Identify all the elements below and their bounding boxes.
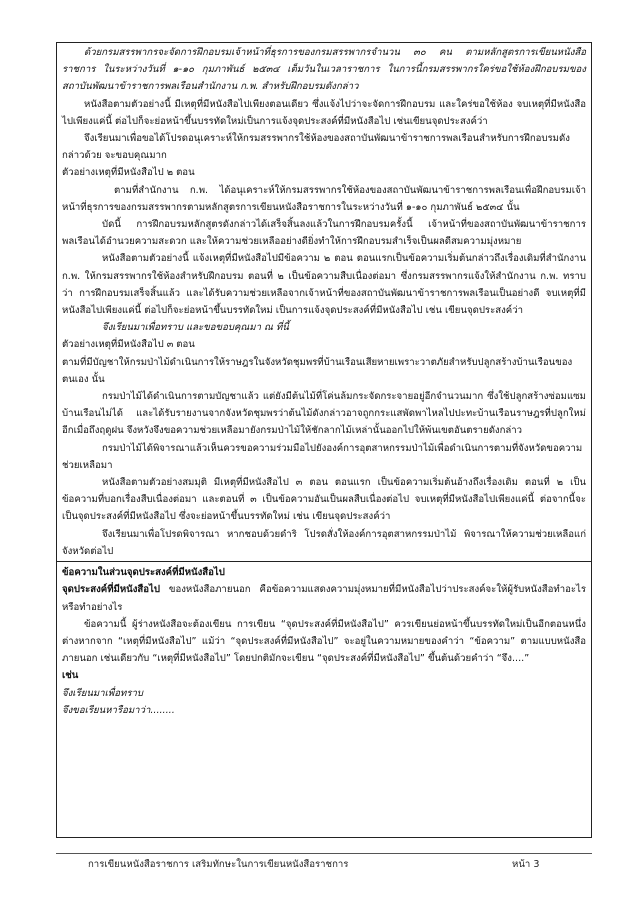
footer-title: การเขียนหนังสือราชการ เสริมทักษะในการเขียนหนังสือราชการ xyxy=(88,859,349,870)
section-divider xyxy=(56,561,592,562)
example-3-paragraph-1: ตามที่มีบัญชาให้กรมป่าไม้ดำเนินการให้ราษฎรในจังหวัดชุมพรที่บ้านเรือนเสียหายเพราะวาตภัยสำหรับปลูกสร้างบ้านเรือนของตนเอง นั้น xyxy=(62,356,573,385)
page-number: หน้า 3 xyxy=(512,859,540,870)
purpose-3: จึงเรียนมาเพื่อโปรดพิจารณา หากชอบด้วยดำริ โปรดสั่งให้องค์การอุตสาหกรรมป่าไม้ พิจารณาให้ความช่วยเหลือแก่จังหวัดต่อไป xyxy=(62,528,586,557)
document-body xyxy=(62,44,586,719)
example-line-2: จึงขอเรียนหารือมาว่า........ xyxy=(62,704,175,716)
definition-paragraph xyxy=(62,581,586,615)
example-3-paragraph-3: กรมป่าไม้ได้พิจารณาแล้วเห็นควรขอความร่วมมือไปยังองค์การอุตสาหกรรมป่าไม้เพื่อดำเนินการตามที่จังหวัดขอความช่วยเหลือมา xyxy=(62,442,583,471)
example-1-paragraph: ด้วยกรมสรรพากรจะจัดการฝึกอบรมเจ้าหน้าที่ธุรการของกรมสรรพากรจำนวน ๓๐ คน ตามหลักสูตรการเขียนหนังสือราชการ ในระหว่างวันที่ ๑-๑๐ กุมภาพันธ์ ๒๕๓๔ เต็มวันในเวลาราชการ ในการนี้กรมสรรพากรใคร่ขอใช้ห้องฝึกอบรมของสถาบันพัฒนาข้าราชการพลเรือนสำนักงาน ก.พ. สำหรับฝึกอบรมดังกล่าว xyxy=(62,47,586,93)
example-3-heading: ตัวอย่างเหตุที่มีหนังสือไป ๓ ตอน xyxy=(62,339,195,351)
explanation-2: หนังสือตามตัวอย่างนี้ แจ้งเหตุที่มีหนังสือไปมีข้อความ ๒ ตอน ตอนแรกเป็นข้อความเริ่มต้นกล่าวถึงเรื่องเดิมที่สำนักงาน ก.พ. ให้กรมสรรพากรใช้ห้องสำหรับฝึกอบรม ตอนที่ ๒ เป็นข้อความสืบเนื่องต่อมา ซึ่งกรมสรรพากรแจ้งให้สำนักงาน ก.พ. ทราบว่า การฝึกอบรมเสร็จสิ้นแล้ว และได้รับความช่วยเหลือจากเจ้าหน้าที่ของสถาบันพัฒนาข้าราชการพลเรือนเป็นอย่างดี จบเหตุที่มีหนังสือไปเพียงแค่นี้ ต่อไปก็จะย่อหน้าขึ้นบรรทัดใหม่ เป็นการแจ้งจุดประสงค์ที่มีหนังสือไป เช่น เขียนจุดประสงค์ว่า xyxy=(62,253,586,317)
purpose-1: จึงเรียนมาเพื่อขอได้โปรดอนุเคราะห์ให้กรมสรรพากรใช้ห้องของสถาบันพัฒนาข้าราชการพลเรือนสำหรับการฝึกอบรมดังกล่าวด้วย จะขอบคุณมาก xyxy=(62,133,570,162)
definition-term: จุดประสงค์ที่มีหนังสือไป xyxy=(62,584,160,596)
explanation-3: หนังสือตามตัวอย่างสมมุติ มีเหตุที่มีหนังสือไป ๓ ตอน ตอนแรก เป็นข้อความเริ่มต้นอ้างถึงเรื่องเดิม ตอนที่ ๒ เป็นข้อความที่บอกเรื่องสืบเนื่องต่อมา และตอนที่ ๓ เป็นข้อความอันเป็นผลสืบเนื่องต่อไป จบเหตุที่มีหนังสือไปเพียงแค่นี้ ต่อจากนี้จะเป็นจุดประสงค์ที่มีหนังสือไป ซึ่งจะย่อหน้าขึ้นบรรทัดใหม่ เช่น เขียนจุดประสงค์ว่า xyxy=(62,477,586,523)
section-body: ข้อความนี้ ผู้ร่างหนังสือจะต้องเขียน การเขียน “จุดประสงค์ที่มีหนังสือไป” ควรเขียนย่อหน้าขึ้นบรรทัดใหม่เป็นอีกตอนหนึ่งต่างหากจาก “เหตุที่มีหนังสือไป” แม้ว่า “จุดประสงค์ที่มีหนังสือไป” จะอยู่ในความหมายของคำว่า “ข้อความ” ตามแบบหนังสือภายนอก เช่นเดียวกับ “เหตุที่มีหนังสือไป” โดยปกติมักจะเขียน “จุดประสงค์ที่มีหนังสือไป” ขึ้นต้นด้วยคำว่า “จึง....” xyxy=(62,618,586,665)
purpose-2: จึงเรียนมาเพื่อทราบ และขอขอบคุณมา ณ ที่นี้ xyxy=(102,322,289,334)
example-2-heading: ตัวอย่างเหตุที่มีหนังสือไป ๒ ตอน xyxy=(62,167,195,179)
footer-rule xyxy=(56,853,592,854)
example-3-paragraph-2: กรมป่าไม้ได้ดำเนินการตามบัญชาแล้ว แต่ยังมีต้นไม้ที่โค่นล้มกระจัดกระจายอยู่อีกจำนวนมาก ซึ่งใช้ปลูกสร้างซ่อมแซมบ้านเรือนไม่ได้ และได้รับรายงานจากจังหวัดชุมพรว่าต้นไม้ดังกล่าวอาจถูกกระแสพัดพาไหลไปปะทะบ้านเรือนราษฎรที่ปลูกใหม่อีกเมื่อถึงฤดูฝน จึงหวังจึงขอความช่วยเหลือมายังกรมป่าไม้ให้ชักลากไม้เหล่านั้นออกไปให้พ้นเขตอันตรายดังกล่าว xyxy=(62,391,586,437)
definition-text: ของหนังสือภายนอก คือข้อความแสดงความมุ่งหมายที่มีหนังสือไปว่าประสงค์จะให้ผู้รับหนังสือทำอะไร หรือทำอย่างไร xyxy=(62,584,586,613)
example-2-paragraph-2: บัดนี้ การฝึกอบรมหลักสูตรดังกล่าวได้เสร็จสิ้นลงแล้วในการฝึกอบรมครั้งนี้ เจ้าหน้าที่ของสถาบันพัฒนาข้าราชการพลเรือนได้อำนวยความสะดวก และให้ความช่วยเหลืออย่างดียิ่งทำให้การฝึกอบรมสำเร็จเป็นผลดีสมความมุ่งหมาย xyxy=(62,219,586,248)
explanation-1: หนังสือตามตัวอย่างนี้ มีเหตุที่มีหนังสือไปเพียงตอนเดียว ซึ่งแจ้งไปว่าจะจัดการฝึกอบรม และใคร่ขอใช้ห้อง จบเหตุที่มีหนังสือไปเพียงแค่นี้ ต่อไปก็จะย่อหน้าขึ้นบรรทัดใหม่เป็นการแจ้งจุดประสงค์ที่มีหนังสือไป เช่นเขียนจุดประสงค์ว่า xyxy=(62,98,586,127)
example-label: เช่น xyxy=(62,670,79,682)
example-line-1: จึงเรียนมาเพื่อทราบ xyxy=(62,687,143,699)
section-heading: ข้อความในส่วนจุดประสงค์ที่มีหนังสือไป xyxy=(62,567,225,579)
example-2-paragraph-1: ตามที่สำนักงาน ก.พ. ได้อนุเคราะห์ให้กรมสรรพากรใช้ห้องของสถาบันพัฒนาข้าราชการพลเรือนเพื่อฝึกอบรมเจ้าหน้าที่ธุรการของกรมสรรพากรตามหลักสูตรการเขียนหนังสือราชการในระหว่างวันที่ ๑-๑๐ กุมภาพันธ์ ๒๕๓๔ นั้น xyxy=(62,184,586,213)
